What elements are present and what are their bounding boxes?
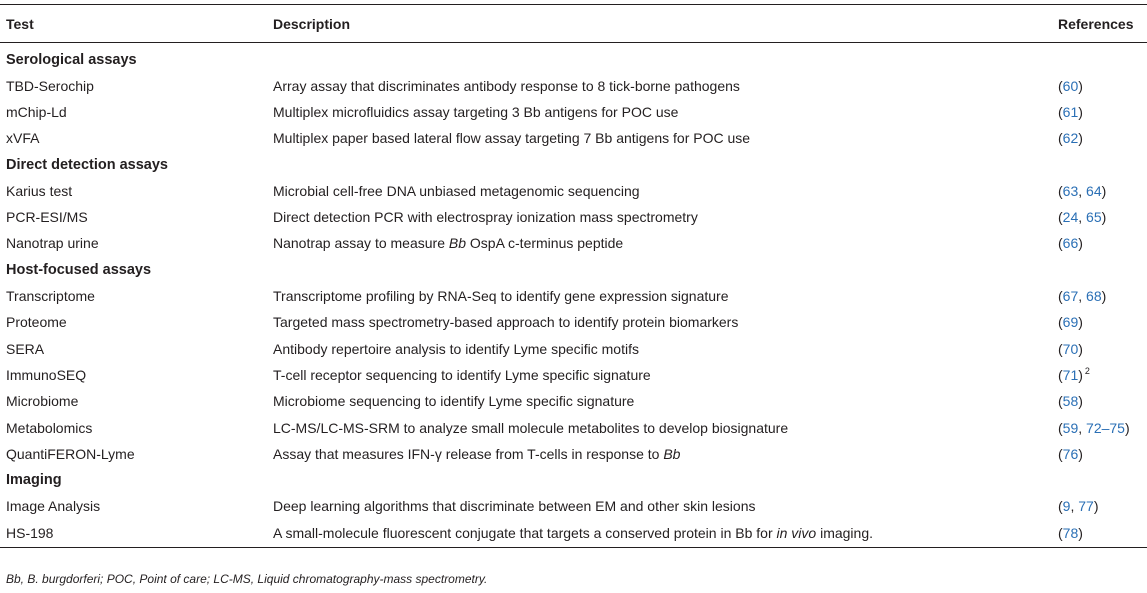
references-cell: (78) (1058, 520, 1147, 548)
description-text: Targeted mass spectrometry-based approach to identify protein biomarkers (273, 314, 739, 331)
references-cell: (60) (1058, 77, 1083, 94)
test-name-cell: xVFA (6, 130, 40, 147)
test-name-cell: PCR-ESI/MS (6, 209, 88, 226)
description-cell (273, 283, 1058, 309)
reference-link[interactable]: 60 (1062, 77, 1079, 94)
description-cell (273, 73, 1058, 99)
test-name-cell: HS-198 (0, 520, 273, 548)
table-row (0, 178, 1147, 204)
description-cell (273, 309, 1058, 335)
section-title: Host-focused assays (6, 261, 152, 278)
section-header-row (0, 43, 1147, 73)
description-cell (273, 441, 1058, 467)
table-row (0, 441, 1147, 467)
description-cell (273, 125, 1058, 151)
table-row (0, 493, 1147, 519)
test-name-cell: Microbiome (6, 393, 79, 410)
description-italic-text: Bb (448, 235, 466, 252)
reference-link[interactable]: 67 (1062, 288, 1079, 305)
description-text: Deep learning algorithms that discriminate between EM and other skin lesions (273, 498, 756, 515)
reference-link[interactable]: 9 (1062, 498, 1071, 515)
table-body (0, 43, 1147, 548)
references-cell: (71) $^2$ (1058, 366, 1090, 383)
description-text: Microbiome sequencing to identify Lyme specific signature (273, 393, 635, 410)
reference-link[interactable]: 24 (1062, 209, 1079, 226)
test-name-cell: ImmunoSEQ (6, 366, 87, 383)
table-row (0, 520, 1147, 548)
header-test: Test (0, 5, 273, 43)
section-header-row (0, 467, 1147, 493)
reference-link[interactable]: 59 (1062, 419, 1079, 436)
references-cell: (24, 65) (1058, 209, 1107, 226)
description-cell (273, 230, 1058, 256)
description-cell (273, 414, 1058, 440)
section-title: Serological assays (6, 51, 137, 68)
reference-link[interactable]: 69 (1062, 314, 1079, 331)
reference-link[interactable]: 77 (1078, 498, 1094, 515)
table-row (0, 362, 1147, 388)
table-row (0, 73, 1147, 99)
reference-link[interactable]: 68 (1086, 288, 1102, 305)
reference-link[interactable]: 61 (1062, 103, 1079, 120)
reference-link[interactable]: 64 (1086, 182, 1102, 199)
reference-link[interactable]: 72–75 (1086, 419, 1125, 436)
references-cell: (69) (1058, 314, 1083, 331)
references-cell: (58) (1058, 393, 1083, 410)
description-text: Multiplex paper based lateral flow assay targeting 7 Bb antigens for POC use (273, 130, 751, 147)
description-cell (273, 388, 1058, 414)
table-row (0, 99, 1147, 125)
test-name-cell: TBD-Serochip (6, 77, 94, 94)
test-name-cell: SERA (6, 340, 45, 357)
description-text: Nanotrap assay to measure (273, 235, 449, 252)
description-text: Array assay that discriminates antibody response to 8 tick-borne pathogens (273, 77, 740, 94)
description-text: LC-MS/LC-MS-SRM to analyze small molecule metabolites to develop biosignature (273, 419, 789, 436)
test-name-cell: mChip-Ld (6, 103, 67, 120)
description-text: Microbial cell-free DNA unbiased metagenomic sequencing (273, 182, 640, 199)
description-text: imaging. (816, 525, 873, 542)
description-text: A small-molecule fluorescent conjugate that targets a conserved protein in Bb for (273, 525, 777, 542)
description-text: Transcriptome profiling by RNA-Seq to identify gene expression signature (273, 288, 729, 305)
header-description: Description (273, 5, 1058, 43)
table-row (0, 230, 1147, 256)
description-cell (273, 493, 1058, 519)
references-cell: (61) (1058, 103, 1083, 120)
table-row (0, 414, 1147, 440)
description-cell (273, 520, 1058, 548)
section-header-row (0, 257, 1147, 283)
reference-link[interactable]: 58 (1062, 393, 1079, 410)
table-row (0, 335, 1147, 361)
reference-link[interactable]: 62 (1062, 130, 1079, 147)
references-cell: (62) (1058, 130, 1083, 147)
reference-link[interactable]: 63 (1062, 182, 1079, 199)
description-italic-text: in vivo (776, 525, 817, 542)
test-name-cell: Nanotrap urine (6, 235, 99, 252)
reference-link[interactable]: 70 (1062, 340, 1079, 357)
references-cell: (76) (1058, 445, 1083, 462)
table-row (0, 388, 1147, 414)
reference-link[interactable]: 76 (1062, 445, 1079, 462)
description-cell (273, 362, 1058, 388)
references-cell: (63, 64) (1058, 182, 1107, 199)
reference-link[interactable]: 66 (1062, 235, 1079, 252)
test-name-cell: Transcriptome (6, 288, 95, 305)
section-title: Direct detection assays (6, 156, 168, 173)
test-name-cell: Proteome (6, 314, 67, 331)
diagnostic-tests-table (0, 4, 1147, 548)
table-row (0, 125, 1147, 151)
section-header-row (0, 151, 1147, 177)
description-cell (273, 178, 1058, 204)
description-cell (273, 335, 1058, 361)
reference-link[interactable]: 71 (1062, 366, 1079, 383)
description-cell (273, 204, 1058, 230)
description-text: Assay that measures IFN-γ release from T-cells in response to (273, 445, 664, 462)
test-name-cell: QuantiFERON-Lyme (6, 445, 135, 462)
references-cell: (66) (1058, 235, 1083, 252)
table-row (0, 204, 1147, 230)
description-text: T-cell receptor sequencing to identify Lyme specific signature (273, 366, 651, 383)
reference-link[interactable]: 78 (1062, 525, 1079, 542)
test-name-cell: Metabolomics (6, 419, 93, 436)
references-cell: (59, 72–75) (1058, 419, 1130, 436)
reference-link[interactable]: 65 (1086, 209, 1102, 226)
references-cell: (70) (1058, 340, 1083, 357)
header-references: References (1058, 5, 1147, 43)
table-row (0, 283, 1147, 309)
test-name-cell: Karius test (6, 182, 73, 199)
section-title: Imaging (6, 472, 62, 489)
table-footnote: Bb, B. burgdorferi; POC, Point of care; LC-MS, Liquid chromatography-mass spectrometry. (6, 572, 488, 586)
description-italic-text: Bb (663, 445, 681, 462)
description-text: Antibody repertoire analysis to identify Lyme specific motifs (273, 340, 639, 357)
description-text: OspA c-terminus peptide (466, 235, 624, 252)
description-text: Direct detection PCR with electrospray ionization mass spectrometry (273, 209, 698, 226)
description-text: Multiplex microfluidics assay targeting 3 Bb antigens for POC use (273, 103, 679, 120)
references-cell: (67, 68) (1058, 288, 1107, 305)
description-cell (273, 99, 1058, 125)
test-name-cell: Image Analysis (6, 498, 101, 515)
footnote-marker: 2 (1084, 366, 1090, 377)
references-cell: (9, 77) (1058, 498, 1099, 515)
table-header-row (0, 5, 1147, 43)
table-row (0, 309, 1147, 335)
